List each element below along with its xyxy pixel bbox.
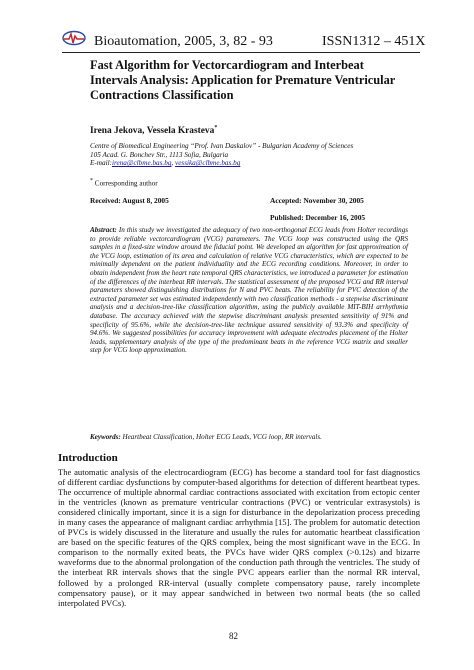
introduction-body: The automatic analysis of the electrocardiogram (ECG) has become a standard tool for fast diagnostics of different cardiac dysfunctions by computer-based algorithms for detection of different heartbeat types. The occurrence of multiple abnormal cardiac contractions associated with excitation from ectopic center in the ventricles (known as premature ventricular contractions (PVC) or ventricular extrasystols) is considered clinically important, since it is a sign for disturbance in the depolarization process preceding in many cases the appearance of malignant cardiac arrhythmia [15]. The problem for automatic detection of PVCs is widely discussed in the literature and usually the rules for automatic heartbeat classification are based on the specific features of the QRS complex, being the most significant wave in the ECG. In comparison to the normally exited beats, the PVCs have wider QRS complex (>0.12s) and bizarre waveforms due to the abnormal prolongation of the conduction path through the ventricles. The study of the interbeat RR intervals shows that the single PVC appears earlier than the normal RR interval, followed by a prolonged RR-interval (usually complete compensatory pause, rarely incomplete compensatory pause), or it may appear sandwiched in between two normal beats (the so called interpolated PVCs). xyxy=(58,467,420,608)
authors xyxy=(90,125,217,136)
corresponding-mark: * xyxy=(214,125,218,131)
abstract-text: In this study we investigated the adequacy of two non-orthogonal ECG leads from Holter recordings to provide reliable vectorcardiogram (VCG) parameters. The VCG loop was constructed using the QRS samples in a fixed-size window around the fiducial point. We developed an algorithm for fast approximation of the VCG loop, estimation of its area and calculation of relative VCG characteristics, which are expected to be minimally dependent on the patient individuality and the ECG recording conditions. Moreover, in order to obtain independent from the heart rate temporal QRS characteristics, we introduced a parameter for estimation of the differences of the interbeat RR intervals. The statistical assessment of the proposed VCG and RR interval parameters showed distinguishing distributions for N and PVC beats. The reliability for PVC detection of the extracted parameter set was estimated independently with two classification methods - a stepwise discriminant analysis and a decision-tree-like classification algorithm, using the publicly available MIT-BIH arrhythmia database. The accuracy achieved with the stepwise discriminant analysis presented sensitivity of 91% and specificity of 95.6%, while the decision-tree-like technique assured sensitivity of 93.3% and specificity of 94.6%. We suggested possibilities for accuracy improvement with adequate electrodes placement of the Holter leads, supplementary analysis of the type of the predominant beats in the reference VCG matrix and smaller step for VCG loop approximation. xyxy=(90,226,409,355)
corresponding-note xyxy=(90,178,158,187)
corresponding-note-mark: * xyxy=(90,178,93,184)
introduction-heading: Introduction xyxy=(58,452,118,464)
received-date: Received: August 8, 2005 xyxy=(90,196,169,205)
abstract xyxy=(90,226,408,355)
keywords-text: Heartbeat Classification, Holter ECG Leads, VCG loop, RR intervals. xyxy=(122,433,322,441)
author-names: Irena Jekova, Vessela Krasteva xyxy=(90,126,215,137)
corresponding-label: Corresponding author xyxy=(94,179,158,188)
page-number: 82 xyxy=(229,631,238,641)
affiliation xyxy=(90,142,410,168)
affiliation-line-2: 105 Acad. G. Bonchev Str., 1113 Sofia, Bulgaria xyxy=(90,150,229,159)
abstract-label: Abstract: xyxy=(90,226,117,234)
keywords-label: Keywords: xyxy=(90,433,121,441)
accepted-date: Accepted: November 30, 2005 xyxy=(270,196,364,205)
email-link-2[interactable]: vessika@clbme.bas.bg xyxy=(175,159,241,168)
email-line: E-mail:irena@clbme.bas.bg, vessika@clbme.bas.bg xyxy=(90,159,241,168)
header-rule xyxy=(62,52,420,53)
keywords xyxy=(90,433,408,441)
issn: ISSN1312 – 451X xyxy=(322,34,426,49)
email-prefix: E-mail: xyxy=(90,159,112,168)
email-link-1[interactable]: irena@clbme.bas.bg xyxy=(111,159,172,168)
published-date: Published: December 16, 2005 xyxy=(270,213,366,222)
article-title: Fast Algorithm for Vectorcardiogram and Interbeat Intervals Analysis: Application for Premature Ventricular Contractions Classification xyxy=(90,58,396,102)
affiliation-line-1: Centre of Biomedical Engineering “Prof. Ivan Daskalov” - Bulgarian Academy of Sciences xyxy=(90,142,354,150)
journal-logo-icon xyxy=(62,30,86,46)
journal-citation: Bioautomation, 2005, 3, 82 - 93 xyxy=(94,34,273,49)
